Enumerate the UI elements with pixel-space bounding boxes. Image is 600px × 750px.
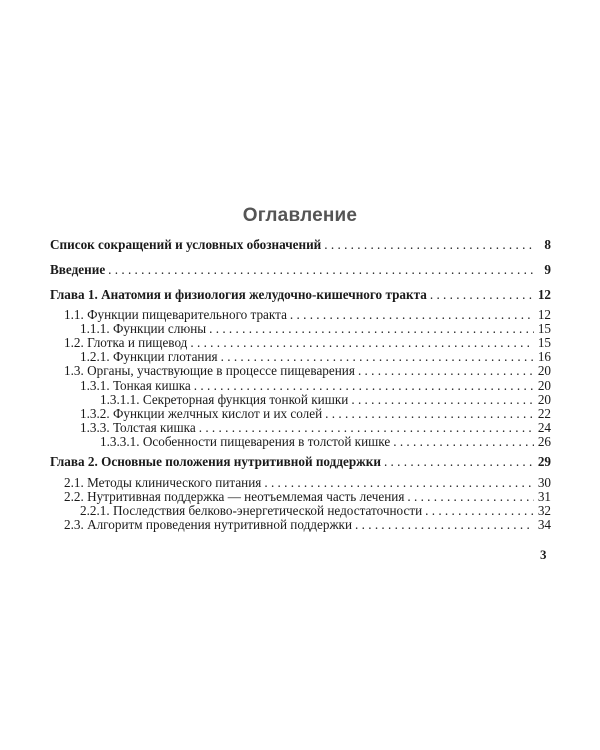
toc-entry[interactable] — [50, 322, 551, 336]
leader-dots — [393, 435, 534, 449]
toc-entry[interactable] — [50, 490, 551, 504]
toc-entry-label: 1.3.1.1. Секреторная функция тонкой кишки — [100, 391, 349, 407]
toc-entry-label: 1.3.3.1. Особенности пищеварения в толстой кишке — [100, 434, 391, 450]
toc-entry-page: 12 — [537, 287, 551, 303]
toc-entry-label: 1.3.1. Тонкая кишка — [80, 377, 191, 393]
toc-entry-page: 31 — [537, 488, 551, 504]
toc-entry[interactable] — [50, 504, 551, 518]
leader-dots — [190, 336, 534, 350]
leader-dots — [351, 393, 534, 407]
toc-entry-label: Глава 2. Основные положения нутритивной поддержки — [50, 454, 381, 470]
toc-entry[interactable] — [50, 407, 551, 421]
leader-dots — [194, 379, 534, 393]
toc-entry-label: 1.2.1. Функции глотания — [80, 349, 218, 365]
toc-entry[interactable] — [50, 308, 551, 322]
leader-dots — [325, 407, 534, 421]
toc-entry-label: Список сокращений и условных обозначений — [50, 237, 322, 252]
leader-dots — [407, 490, 534, 504]
toc-entry-page: 24 — [537, 420, 551, 436]
leader-dots — [290, 308, 534, 322]
toc-entry-label: 1.2. Глотка и пищевод — [64, 334, 188, 350]
toc-entry-page: 30 — [537, 474, 551, 490]
leader-dots — [430, 288, 534, 302]
toc-entry-page: 20 — [537, 391, 551, 407]
toc-entry[interactable] — [50, 379, 551, 393]
toc-entry-page: 8 — [544, 237, 551, 252]
toc-entry-label: Глава 1. Анатомия и физиология желудочно-кишечного тракта — [50, 287, 427, 303]
leader-dots — [355, 518, 534, 532]
toc-entry[interactable] — [50, 364, 551, 378]
page-title: Оглавление — [242, 205, 358, 226]
toc-entry[interactable] — [50, 238, 551, 252]
toc-entry[interactable] — [50, 393, 551, 407]
toc-entry[interactable] — [50, 421, 551, 435]
leader-dots — [108, 263, 534, 277]
leader-dots — [324, 238, 534, 252]
toc-entry-page: 15 — [537, 334, 551, 350]
toc-entry-page: 26 — [537, 434, 551, 450]
toc-entry-page: 16 — [537, 349, 551, 365]
toc-entry-page: 12 — [537, 306, 551, 322]
toc-entry-label: 1.3.3. Толстая кишка — [80, 420, 196, 436]
toc-entry-page: 15 — [537, 320, 551, 336]
toc-entry-page: 9 — [544, 262, 551, 278]
toc-entry-page: 32 — [537, 503, 551, 518]
toc-entry-page: 20 — [537, 377, 551, 393]
toc-entry-page: 20 — [537, 363, 551, 379]
leader-dots — [358, 364, 534, 378]
toc-entry-label: 1.1. Функции пищеварительного тракта — [64, 306, 287, 322]
toc-entry[interactable] — [50, 476, 551, 490]
toc-entry[interactable] — [50, 350, 551, 364]
toc-entry-page: 34 — [537, 517, 551, 533]
leader-dots — [264, 476, 534, 490]
toc-entry[interactable] — [50, 518, 551, 532]
toc-entry-label: 2.3. Алгоритм проведения нутритивной поддержки — [64, 517, 353, 533]
toc-entry-page: 22 — [537, 405, 551, 421]
toc-entry-label: 1.1.1. Функции слюны — [80, 320, 207, 336]
toc-entry-label: 1.3. Органы, участвующие в процессе пищеварения — [64, 363, 355, 379]
table-of-contents — [50, 238, 551, 532]
toc-entry[interactable] — [50, 288, 551, 302]
leader-dots — [209, 322, 534, 336]
toc-entry-label: 2.2. Нутритивная поддержка — неотъемлемая часть лечения — [64, 488, 405, 504]
leader-dots — [384, 455, 534, 469]
toc-entry[interactable] — [50, 263, 551, 277]
toc-entry[interactable] — [50, 336, 551, 350]
toc-entry-label: Введение — [50, 262, 106, 278]
leader-dots — [425, 504, 534, 518]
toc-entry-label: 2.2.1. Последствия белково-энергетической недостаточности — [80, 503, 423, 518]
page-number: 3 — [540, 547, 547, 562]
leader-dots — [199, 421, 534, 435]
toc-entry[interactable] — [50, 435, 551, 449]
toc-entry-page: 29 — [537, 454, 551, 470]
toc-entry-label: 2.1. Методы клинического питания — [64, 474, 262, 490]
toc-entry-label: 1.3.2. Функции желчных кислот и их солей — [80, 405, 323, 421]
toc-entry[interactable] — [50, 455, 551, 469]
leader-dots — [221, 350, 534, 364]
